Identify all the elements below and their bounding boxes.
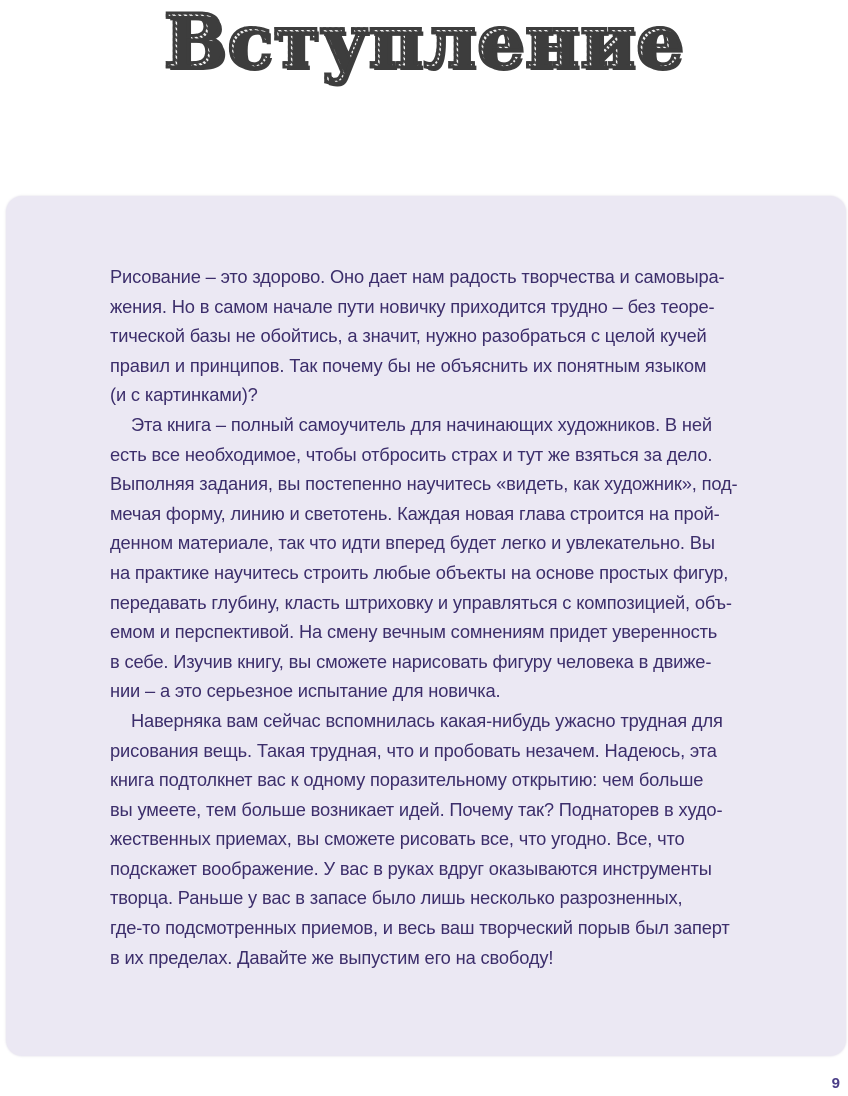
text-line: подскажет воображение. У вас в руках вдруг оказываются инструменты bbox=[110, 857, 712, 879]
text-line: есть все необходимое, чтобы отбросить страх и тут же взяться за дело. bbox=[110, 443, 713, 465]
text-line: творца. Раньше у вас в запасе было лишь несколько разрозненных, bbox=[110, 887, 683, 909]
text-line: Эта книга – полный самоучитель для начинающих художников. В ней bbox=[131, 413, 712, 435]
page-number: 9 bbox=[831, 1075, 840, 1092]
text-line: Рисование – это здорово. Оно дает нам радость творчества и самовыра- bbox=[110, 266, 725, 287]
text-line: правил и принципов. Так почему бы не объяснить их понятным языком bbox=[110, 354, 707, 376]
text-line: где-то подсмотренных приемов, и весь ваш творческий порыв был заперт bbox=[110, 917, 730, 939]
text-line: Наверняка вам сейчас вспомнилась какая-нибудь ужасно трудная для bbox=[131, 709, 723, 731]
body-text bbox=[110, 262, 790, 972]
text-line: Выполняя задания, вы постепенно научитесь «видеть, как художник», под- bbox=[110, 473, 738, 495]
text-line: жения. Но в самом начале пути новичку приходится трудно – без теоре- bbox=[110, 295, 715, 317]
page-title: Вступление bbox=[0, 0, 848, 100]
text-line: вы умеете, тем больше возникает идей. Почему так? Поднаторев в худо- bbox=[110, 798, 723, 820]
paragraph-3 bbox=[110, 706, 790, 972]
text-line: емом и перспективой. На смену вечным сомнениям придет уверенность bbox=[110, 621, 718, 643]
paragraph-1 bbox=[110, 262, 790, 410]
text-line: в себе. Изучив книгу, вы сможете нарисовать фигуру человека в движе- bbox=[110, 650, 712, 672]
text-line: тической базы не обойтись, а значит, нужно разобраться с целой кучей bbox=[110, 325, 707, 347]
text-line: передавать глубину, класть штриховку и управляться с композицией, объ- bbox=[110, 591, 732, 613]
text-line: в их пределах. Давайте же выпустим его на свободу! bbox=[110, 946, 554, 968]
text-line: жественных приемах, вы сможете рисовать все, что угодно. Все, что bbox=[110, 828, 685, 850]
text-line: денном материале, так что идти вперед будет легко и увлекательно. Вы bbox=[110, 532, 715, 554]
text-line: на практике научитесь строить любые объекты на основе простых фигур, bbox=[110, 561, 729, 583]
text-line: рисования вещь. Такая трудная, что и пробовать незачем. Надеюсь, эта bbox=[110, 739, 717, 761]
text-line: нии – а это серьезное испытание для новичка. bbox=[110, 680, 501, 702]
text-line: книга подтолкнет вас к одному поразительному открытию: чем больше bbox=[110, 769, 704, 791]
paragraph-2 bbox=[110, 410, 790, 706]
text-line: мечая форму, линию и светотень. Каждая новая глава строится на прой- bbox=[110, 502, 720, 524]
text-line: (и с картинками)? bbox=[110, 384, 258, 406]
